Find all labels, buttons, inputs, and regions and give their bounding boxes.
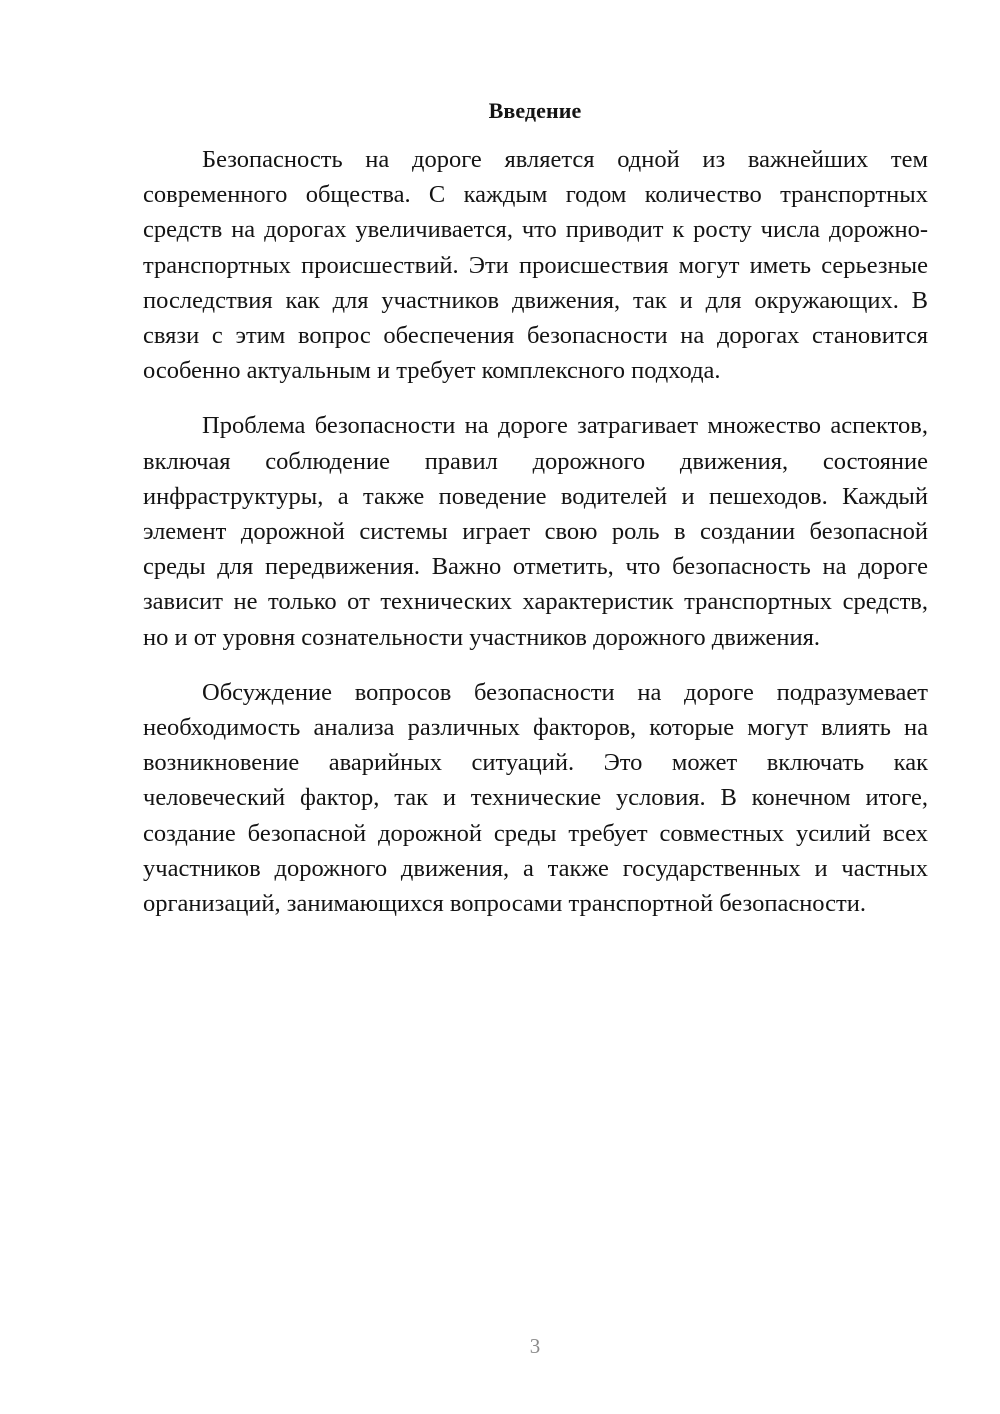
paragraph-2: Проблема безопасности на дороге затрагивает множество аспектов, включая соблюдение правил дорожного движения, состояние инфраструктуры, а также поведение водителей и пешеходов. Каждый элемент дорожной системы играет свою роль в создании безопасной среды для передвижения. Важно отметить, что безопасность на дороге зависит не только от технических характеристик транспортных средств, но и от уровня сознательности участников дорожного движения. (143, 412, 928, 651)
body-text (143, 142, 928, 921)
paragraph-3: Обсуждение вопросов безопасности на дороге подразумевает необходимость анализа различных факторов, которые могут влиять на возникновение аварийных ситуаций. Это может включать как человеческий фактор, так и технические условия. В конечном итоге, создание безопасной дорожной среды требует совместных усилий всех участников дорожного движения, а также государственных и частных организаций, занимающихся вопросами транспортной безопасности. (143, 678, 928, 918)
section-title: Введение (488, 98, 582, 123)
page-number: 3 (529, 1334, 541, 1358)
paragraph-1: Безопасность на дороге является одной из важнейших тем современного общества. С каждым годом количество транспортных средств на дорогах увеличивается, что приводит к росту числа дорожно-транспортных происшествий. Эти происшествия могут иметь серьезные последствия как для участников движения, так и для окружающих. В связи с этим вопрос обеспечения безопасности на дорогах становится особенно актуальным и требует комплексного подхода. (143, 146, 928, 385)
